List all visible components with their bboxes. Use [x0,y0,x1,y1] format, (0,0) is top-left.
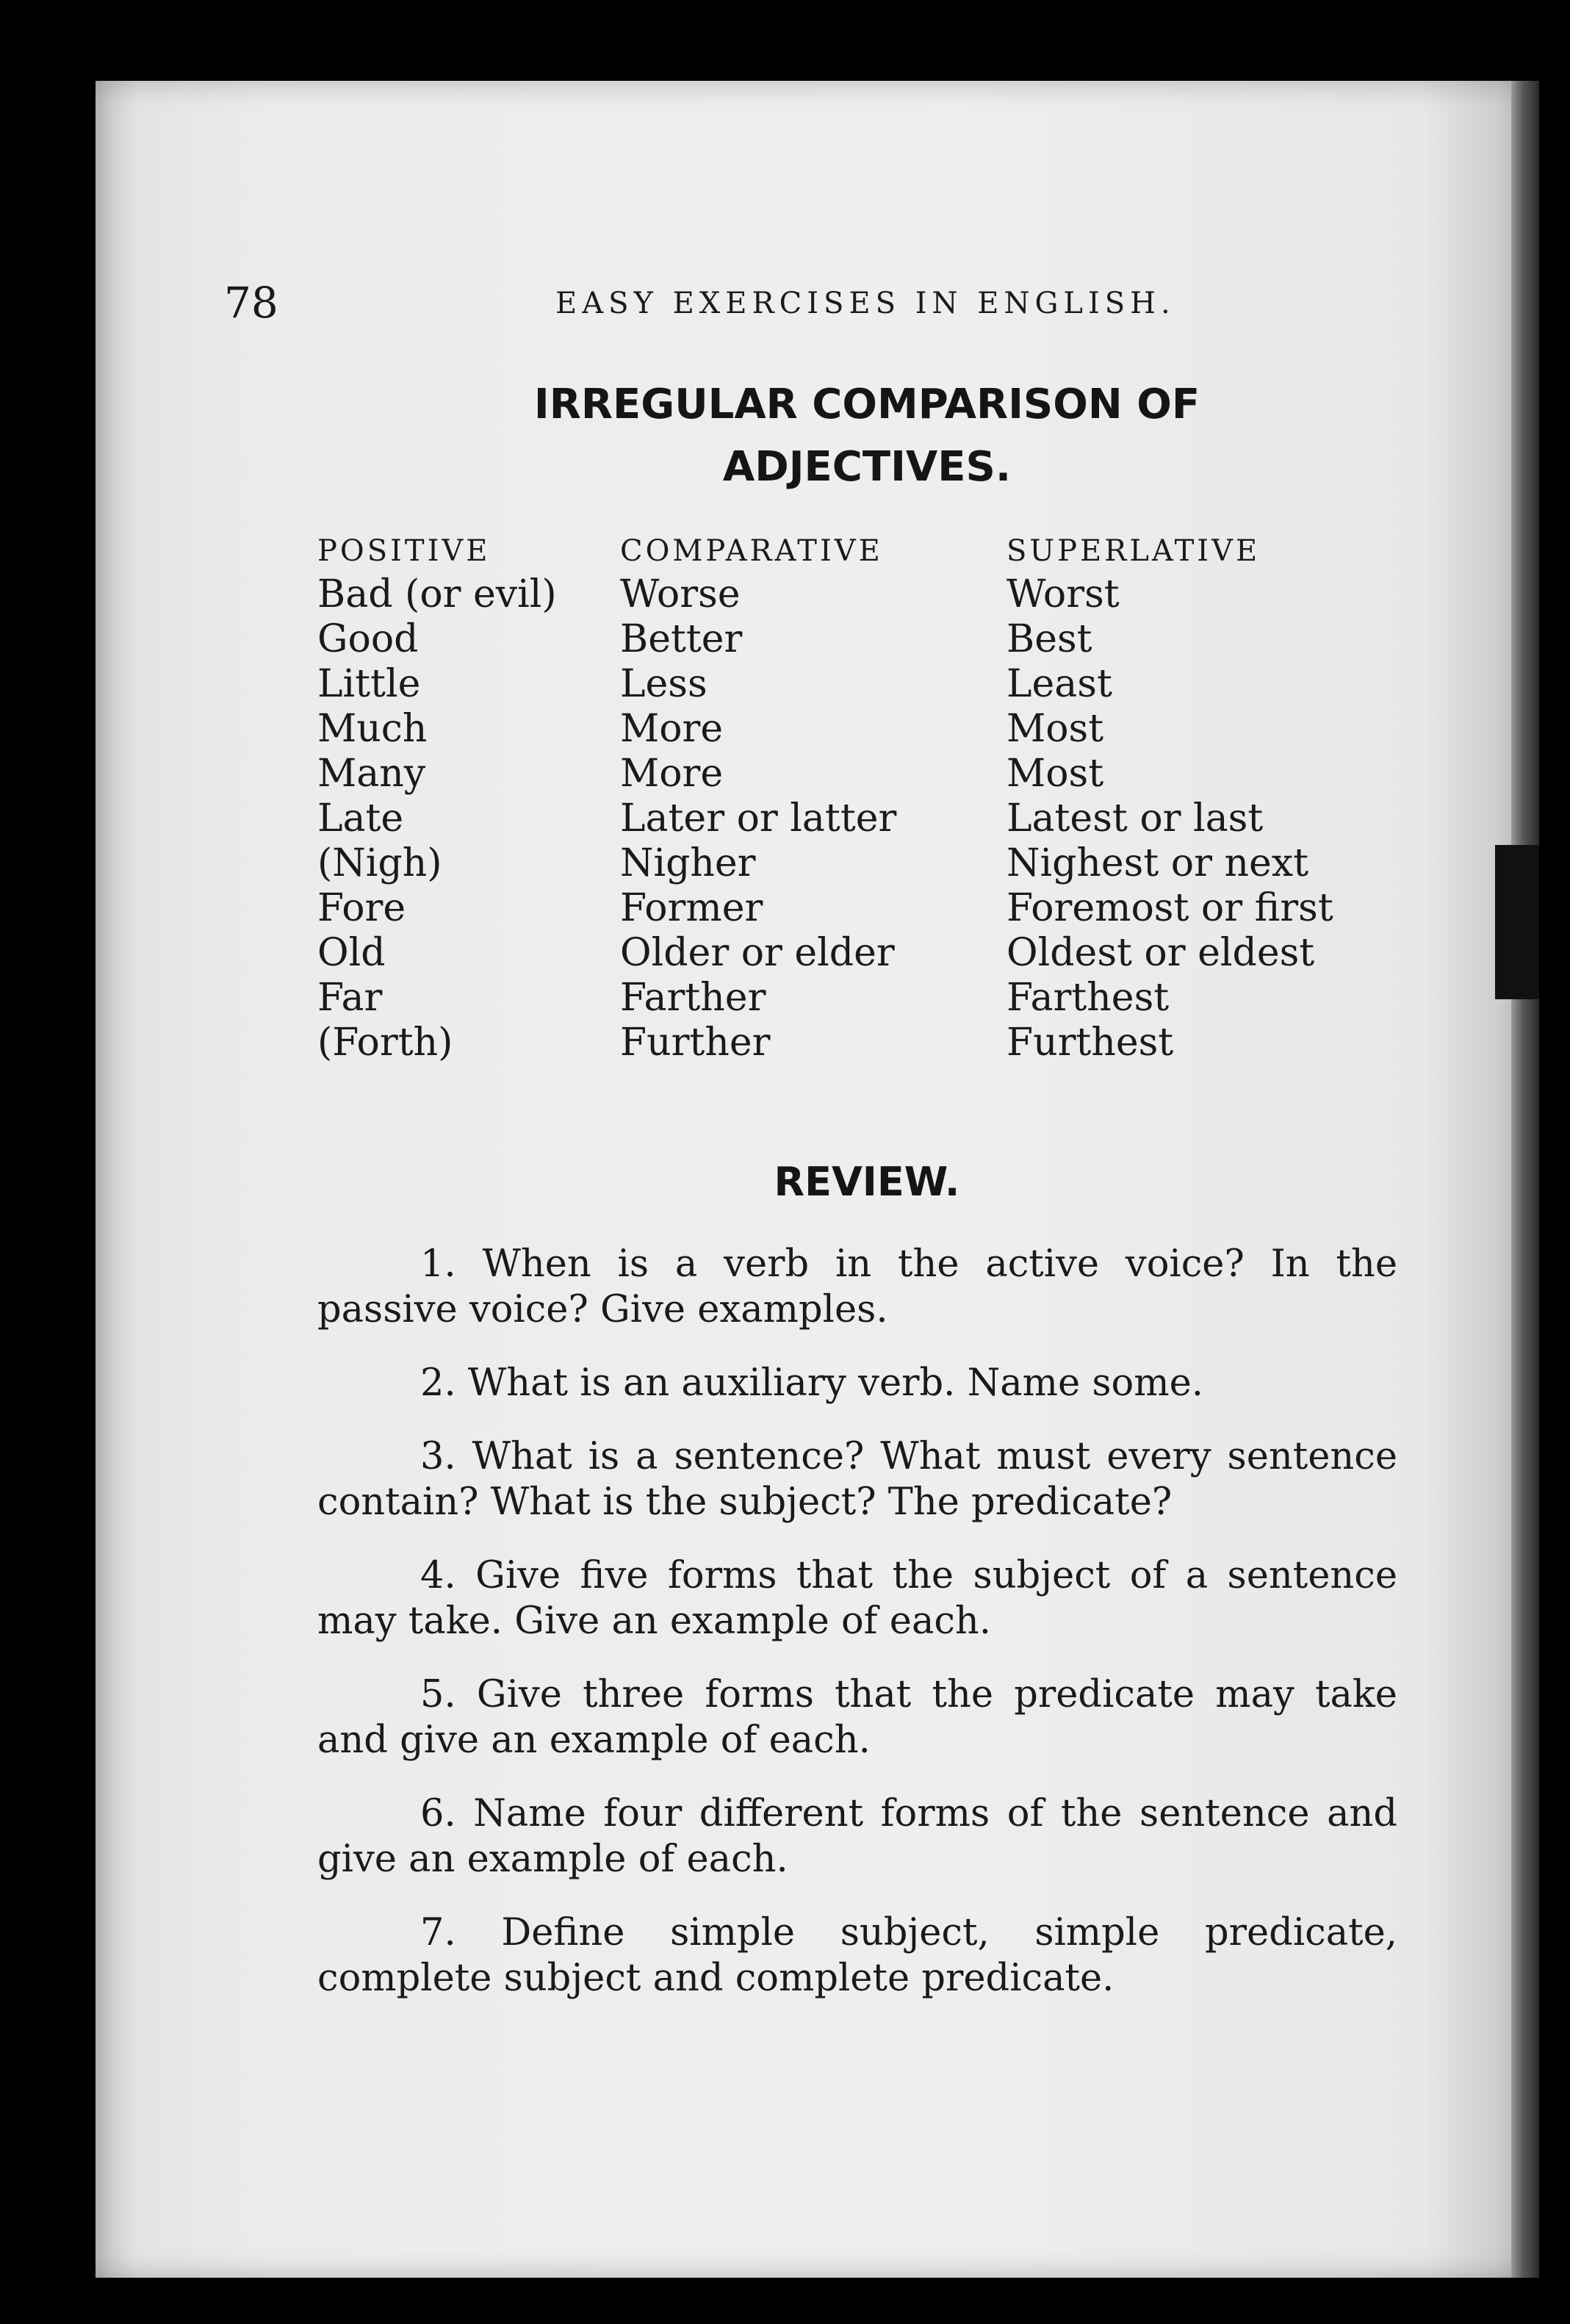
positive-cell: Far [317,976,383,1020]
positive-cell: Fore [317,886,406,930]
superlative-column [1007,528,1333,1065]
review-questions [317,1242,1397,2029]
comparative-cell: More [620,752,724,796]
positive-column [317,528,557,1065]
section-title-line2: ADJECTIVES. [722,443,1012,491]
section-title-line1: IRREGULAR COMPARISON OF [533,381,1200,428]
superlative-cell: Nighest or next [1007,841,1308,885]
positive-column-header: POSITIVE [317,534,491,568]
comparative-column [620,528,896,1065]
positive-cell: Bad (or evil) [317,572,557,616]
page-edge-shadow [1511,81,1539,2278]
comparative-cell: Further [620,1021,771,1065]
superlative-cell: Most [1007,752,1104,796]
positive-cell: Little [317,662,421,706]
comparative-cell: Worse [620,572,741,616]
comparative-cell: Later or latter [620,796,897,841]
review-question: 1. When is a verb in the active voice? In the passive voice? Give examples. [317,1242,1397,1331]
superlative-cell: Farthest [1007,976,1170,1020]
superlative-cell: Latest or last [1007,796,1264,841]
positive-cell: Late [317,796,404,841]
superlative-cell: Least [1007,662,1112,706]
comparative-cell: Farther [620,976,766,1020]
comparative-cell: Less [620,662,707,706]
superlative-cell: Oldest or eldest [1007,931,1315,975]
page-number: 78 [224,278,278,328]
comparative-cell: Nigher [620,841,756,885]
positive-cell: Old [317,931,386,975]
superlative-column-header: SUPERLATIVE [1007,534,1261,568]
superlative-cell: Foremost or first [1007,886,1333,930]
comparative-cell: Better [620,617,743,661]
comparative-cell: More [620,707,724,751]
positive-cell: (Forth) [317,1021,453,1065]
positive-cell: Many [317,752,426,796]
positive-cell: Much [317,707,428,751]
review-heading: REVIEW. [774,1159,960,1205]
page-edge-notch [1495,845,1539,999]
review-question: 6. Name four different forms of the sentence and give an example of each. [317,1792,1397,1881]
review-question: 2. What is an auxiliary verb. Name some. [420,1361,1204,1405]
positive-cell: Good [317,617,419,661]
superlative-cell: Best [1007,617,1092,661]
review-question: 7. Define simple subject, simple predicate, complete subject and complete predicate. [317,1911,1397,2000]
review-question: 3. What is a sentence? What must every sentence contain? What is the subject? The predicate? [317,1435,1397,1524]
running-head: EASY EXERCISES IN ENGLISH. [555,287,1175,320]
review-question: 5. Give three forms that the predicate may take and give an example of each. [317,1673,1397,1762]
superlative-cell: Worst [1007,572,1120,616]
comparative-cell: Older or elder [620,931,895,975]
comparative-cell: Former [620,886,763,930]
superlative-cell: Furthest [1007,1021,1174,1065]
superlative-cell: Most [1007,707,1104,751]
comparative-column-header: COMPARATIVE [620,534,883,568]
review-question: 4. Give five forms that the subject of a sentence may take. Give an example of each. [317,1554,1397,1643]
positive-cell: (Nigh) [317,841,442,885]
